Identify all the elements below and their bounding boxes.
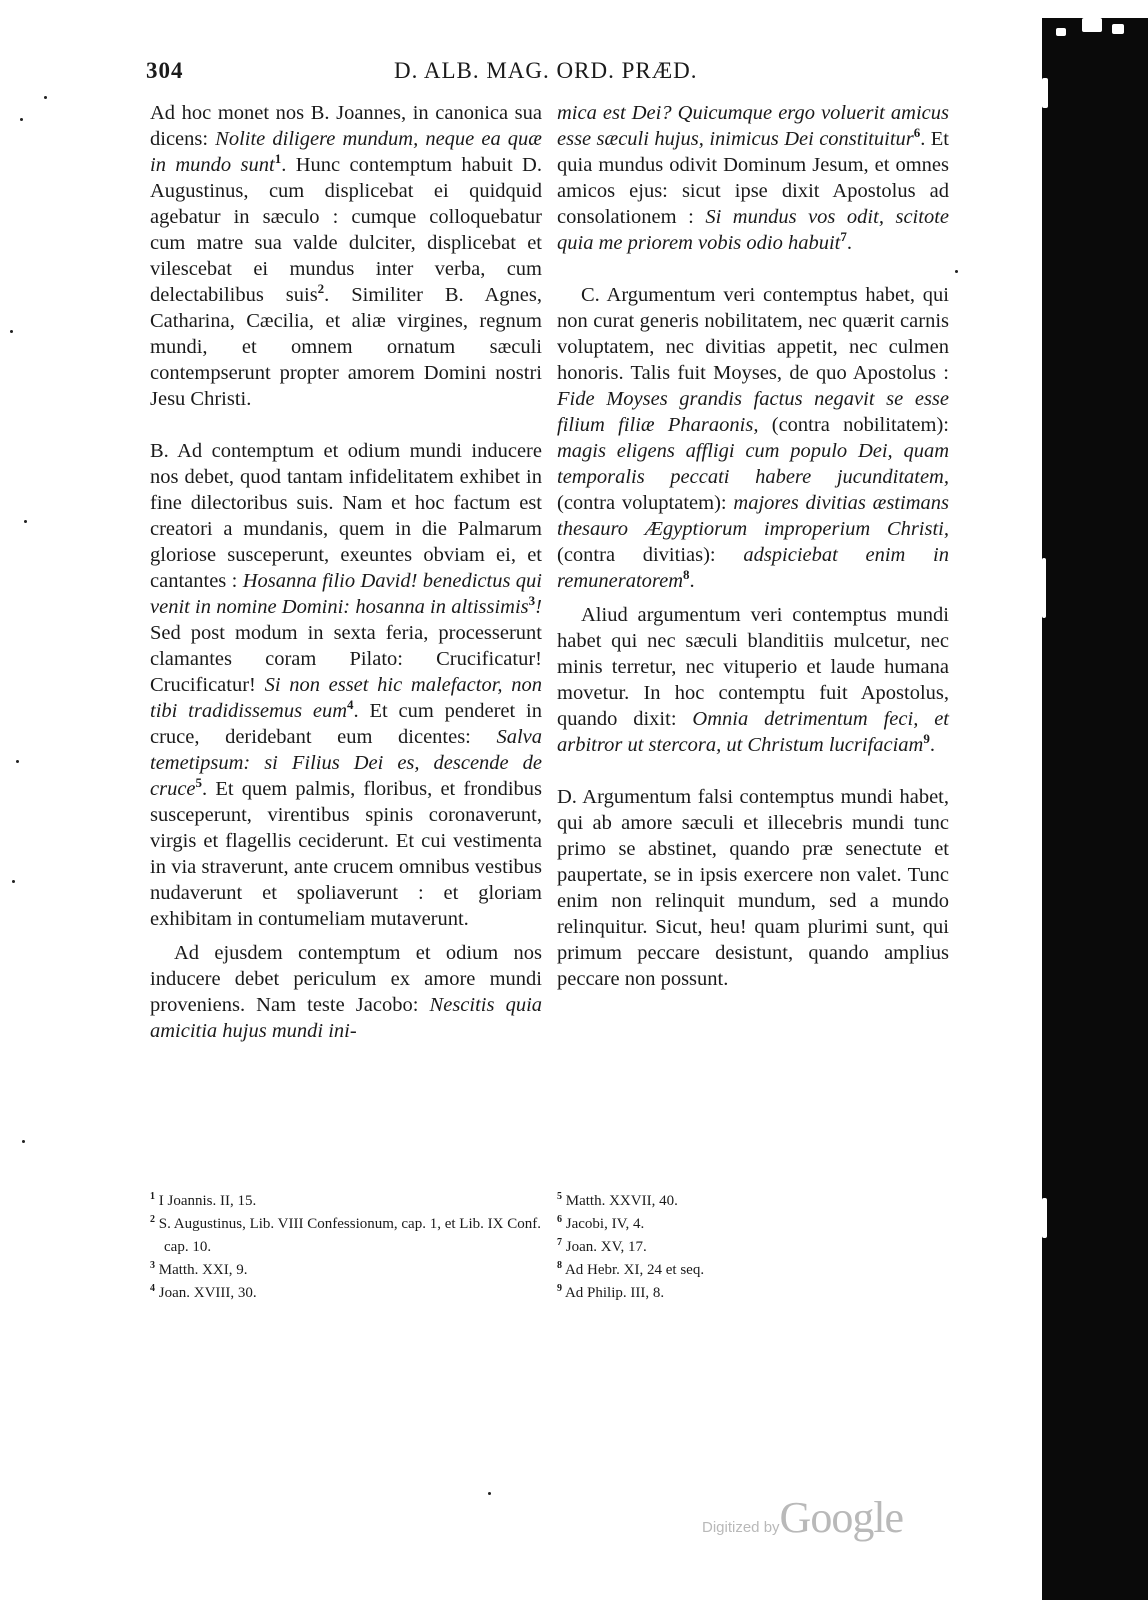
paragraph: Ad ejusdem contemptum et odium nos inducere debet periculum ex amore mundi proveniens. Nam teste Jacobo: Nescitis quia amicitia hujus mundi ini- — [150, 942, 543, 1042]
footnote: $^7$ Joan. XV, 17. — [557, 1237, 647, 1255]
left-column — [150, 100, 542, 1044]
footnotes-right — [557, 1190, 949, 1305]
page-header — [146, 58, 962, 90]
paragraph: D. Argumentum falsi contemptus mundi habet, qui ab amore sæculi et illecebris mundi tunc primo se abstinet, quando præ senectute et paupertate, se in ipsis exercere non valet. Tunc enim non relinquit mundum, sed a mundo relinquitur. Sicut, heu! quam plurimi sunt, qui primum peccare desistunt, quando amplius peccare non possunt. — [557, 786, 949, 990]
footnote-reference: 7 — [840, 229, 847, 245]
footnote-reference: 6 — [913, 125, 921, 141]
paragraph: Aliud argumentum veri contemptus mundi habet qui nec sæculi blanditiis mulcetur, nec minis terretur, nec vituperio et laude humana movetur. In hoc contemptu fuit Apostolus, quando dixit: Omnia detrimentum feci, et arbitror ut stercora, ut Christum lucrifaciam$^9$. — [557, 604, 949, 756]
footnote-reference: 8 — [683, 567, 690, 583]
running-title: D. ALB. MAG. ORD. PRÆD. — [394, 58, 698, 83]
right-column — [557, 100, 949, 992]
paragraph: mica est Dei? Quicumque ergo voluerit amicus esse sæculi hujus, inimicus Dei constituitur$^6$. Et quia mundus odivit Dominum Jesum, et omnes amicos ejus: sicut ipse dixit Apostolus ad consolationem : Si mundus vos odit, scitote quia me priorem vobis odio habuit$^7$. — [557, 102, 950, 254]
paragraph: C. Argumentum veri contemptus habet, qui non curat generis nobilitatem, nec quærit carnis voluptatem, nec divitias appetit, nec culmen honoris. Talis fuit Moyses, de quo Apostolus : Fide Moyses grandis factus negavit se esse filium filiæ Pharaonis, (contra nobilitatem): magis eligens affligi cum populo Dei, quam temporalis peccati habere jucunditatem, (contra voluptatem): majores divitias æstimans thesauro Ægyptiorum improperium Christi, (contra divitias): adspiciebat enim in remuneratorem$^8$. — [557, 284, 949, 592]
footnote: $^2$ S. Augustinus, Lib. VIII Confessionum, cap. 1, et Lib. IX Conf. cap. 10. — [150, 1214, 541, 1255]
footnote-reference: 3 — [528, 593, 536, 609]
footnote: $^6$ Jacobi, IV, 4. — [557, 1214, 645, 1232]
footnote-reference: 9 — [923, 731, 930, 747]
google-logo: Google — [779, 1493, 904, 1542]
footnote-reference: 4 — [347, 697, 354, 713]
footnote-reference: 5 — [195, 775, 203, 791]
paragraph: Ad hoc monet nos B. Joannes, in canonica sua dicens: Nolite diligere mundum, neque ea quæ in mundo sunt$^1$. Hunc contemptum habuit D. Augustinus, cum displicebat ei quidquid agebatur in sæculo : cumque colloquebatur cum matre sua valde dulciter, displicebat et vilescebat ei mundus inter verba, cum delectabilibus suis$^2$. Similiter B. Agnes, Catharina, Cæcilia, et aliæ virgines, regnum mundi, et omnem ornatum sæculi contempserunt propter amorem Domini nostri Jesu Christi. — [150, 102, 542, 410]
footnote: $^1$ I Joannis. II, 15. — [150, 1191, 257, 1209]
footnote-reference: 1 — [274, 151, 282, 167]
footnote: $^8$ Ad Hebr. XI, 24 et seq. — [557, 1260, 705, 1278]
paragraph: B. Ad contemptum et odium mundi inducere nos debet, quod tantam infidelitatem exhibet in fine dilectoribus suis. Nam et hoc factum est creatori a mundanis, quem in die Palmarum gloriose susceperunt, exeuntes obviam ei, et cantantes : Hosanna filio David! benedictus qui venit in nomine Domini: hosanna in altissimis$^3$! Sed post modum in sexta feria, processerunt clamantes coram Pilato: Crucificatur! Crucificatur! Si non esset hic malefactor, non tibi tradidissemus eum$^4$. Et cum penderet in cruce, deridebant eum dicentes: Salva temetipsum: si Filius Dei es, descende de cruce$^5$. Et quem palmis, floribus, et frondibus susceperunt, virentibus spinis coronaverunt, virgis et flagellis ceciderunt. Et cui vestimenta in via straverunt, ante crucem omnibus vestibus nudaverunt et spoliaverunt : et gloriam exhibitam in contumeliam mutaverunt. — [150, 440, 542, 930]
footnote: $^3$ Matth. XXI, 9. — [150, 1260, 248, 1278]
footnote: $^4$ Joan. XVIII, 30. — [150, 1283, 257, 1301]
footnotes-left — [150, 1190, 542, 1305]
watermark-prefix: Digitized by — [702, 1519, 780, 1536]
footnote: $^5$ Matth. XXVII, 40. — [557, 1191, 678, 1209]
page-number: 304 — [146, 58, 184, 83]
footnote-reference: 2 — [317, 281, 325, 297]
scan-dark-edge — [1042, 18, 1148, 1600]
footnote: $^9$ Ad Philip. III, 8. — [557, 1283, 665, 1301]
digitized-watermark — [702, 1492, 903, 1542]
